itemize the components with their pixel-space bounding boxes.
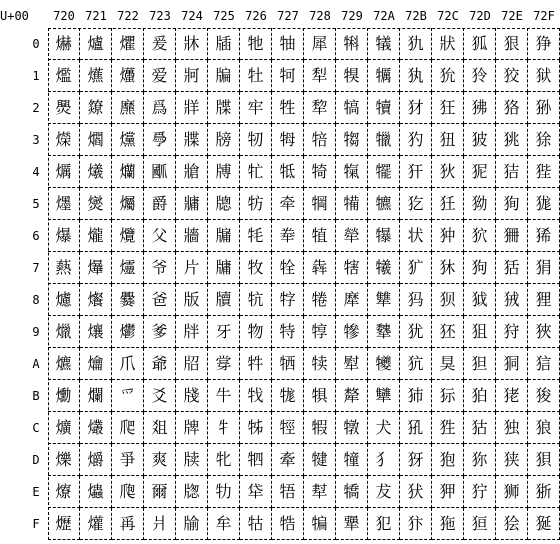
glyph-cell: 犯 xyxy=(368,508,400,540)
glyph-cell: 爠 xyxy=(112,28,144,60)
glyph-cell: 牜 xyxy=(208,412,240,444)
glyph-cell: 犓 xyxy=(336,124,368,156)
glyph-cell: 爋 xyxy=(48,380,80,412)
glyph-cell: 爚 xyxy=(80,348,112,380)
glyph-cell: 牊 xyxy=(176,348,208,380)
glyph-cell: 爨 xyxy=(112,284,144,316)
glyph-cell: 犛 xyxy=(336,380,368,412)
glyph-cell: 犀 xyxy=(304,28,336,60)
glyph-cell: 状 xyxy=(400,220,432,252)
glyph-cell: 狊 xyxy=(432,348,464,380)
glyph-cell: 爂 xyxy=(48,92,80,124)
glyph-cell: 牺 xyxy=(272,348,304,380)
glyph-cell: 狡 xyxy=(496,60,528,92)
glyph-cell: 爏 xyxy=(48,508,80,540)
glyph-cell: 爁 xyxy=(48,60,80,92)
glyph-cell: 狣 xyxy=(496,124,528,156)
glyph-cell: 爎 xyxy=(48,476,80,508)
column-header: 72C xyxy=(437,9,459,23)
glyph-cell: 狻 xyxy=(528,380,560,412)
glyph-cell: 犢 xyxy=(368,92,400,124)
glyph-cell: 狠 xyxy=(496,28,528,60)
glyph-cell: 犔 xyxy=(336,156,368,188)
glyph-cell: 狁 xyxy=(432,60,464,92)
glyph-cell: 狯 xyxy=(496,508,528,540)
glyph-cell: 牆 xyxy=(176,220,208,252)
glyph-cell: 牮 xyxy=(240,476,272,508)
glyph-cell: 犉 xyxy=(304,316,336,348)
row-header: B xyxy=(32,389,40,403)
glyph-cell: 牣 xyxy=(240,124,272,156)
glyph-cell: 牀 xyxy=(176,28,208,60)
glyph-cell: 犫 xyxy=(368,380,400,412)
glyph-cell: 爅 xyxy=(48,188,80,220)
glyph-cell: 牬 xyxy=(240,412,272,444)
glyph-cell: 爘 xyxy=(80,284,112,316)
glyph-cell: 牚 xyxy=(208,348,240,380)
glyph-cell: 牁 xyxy=(176,60,208,92)
column-header: 720 xyxy=(53,9,75,23)
glyph-cell: 爰 xyxy=(144,28,176,60)
glyph-cell: 爿 xyxy=(144,508,176,540)
glyph-cell: 犏 xyxy=(304,508,336,540)
glyph-cell: 犤 xyxy=(368,156,400,188)
glyph-cell: 犙 xyxy=(336,316,368,348)
glyph-cell: 狚 xyxy=(464,348,496,380)
glyph-cell: 牾 xyxy=(272,476,304,508)
column-header: 724 xyxy=(181,9,203,23)
glyph-cell: 牯 xyxy=(240,508,272,540)
column-header: 723 xyxy=(149,9,171,23)
glyph-cell: 牠 xyxy=(240,28,272,60)
row-header: 6 xyxy=(32,229,40,243)
glyph-cell: 狙 xyxy=(464,316,496,348)
glyph-cell: 犥 xyxy=(368,188,400,220)
glyph-cell: 狆 xyxy=(432,220,464,252)
glyph-cell: 狮 xyxy=(496,476,528,508)
glyph-cell: 爆 xyxy=(48,220,80,252)
glyph-cell: 犽 xyxy=(400,444,432,476)
glyph-cell: 犴 xyxy=(400,156,432,188)
glyph-cell: 牪 xyxy=(240,348,272,380)
glyph-cell: 狹 xyxy=(528,316,560,348)
glyph-cell: 牋 xyxy=(176,380,208,412)
column-header: 72D xyxy=(469,9,491,23)
glyph-cell: 犆 xyxy=(304,220,336,252)
glyph-cell: 犷 xyxy=(400,252,432,284)
glyph-cell: 犒 xyxy=(336,92,368,124)
glyph-cell: 狢 xyxy=(496,92,528,124)
glyph-cell: 父 xyxy=(144,220,176,252)
glyph-cell: 牻 xyxy=(272,380,304,412)
row-header: 9 xyxy=(32,325,40,339)
row-header: 4 xyxy=(32,165,40,179)
glyph-cell: 狞 xyxy=(464,476,496,508)
glyph-cell: 犬 xyxy=(368,412,400,444)
column-header: 721 xyxy=(85,9,107,23)
row-header: 1 xyxy=(32,69,40,83)
glyph-cell: 牦 xyxy=(240,220,272,252)
glyph-cell: 爔 xyxy=(80,156,112,188)
glyph-cell: 狪 xyxy=(496,348,528,380)
glyph-cell: 爓 xyxy=(80,124,112,156)
glyph-cell: 牷 xyxy=(272,252,304,284)
glyph-cell: 狕 xyxy=(464,188,496,220)
glyph-cell: 爣 xyxy=(112,124,144,156)
glyph-cell: 狿 xyxy=(528,508,560,540)
glyph-cell: 狲 xyxy=(528,92,560,124)
column-header: 72A xyxy=(373,9,395,23)
row-header: 5 xyxy=(32,197,40,211)
glyph-cell: 犍 xyxy=(304,444,336,476)
glyph-cell: 犗 xyxy=(336,252,368,284)
glyph-cell: 狭 xyxy=(496,444,528,476)
glyph-cell: 狘 xyxy=(464,284,496,316)
glyph-cell: 犇 xyxy=(304,252,336,284)
glyph-cell: 狑 xyxy=(464,60,496,92)
glyph-cell: 犼 xyxy=(400,412,432,444)
glyph-cell: 犻 xyxy=(400,380,432,412)
column-header: 727 xyxy=(277,9,299,23)
glyph-cell: 狥 xyxy=(496,188,528,220)
row-header: 0 xyxy=(32,37,40,51)
glyph-cell: 狺 xyxy=(528,348,560,380)
glyph-cell: 犮 xyxy=(368,476,400,508)
glyph-cell: 牛 xyxy=(208,380,240,412)
glyph-cell: 牔 xyxy=(208,156,240,188)
glyph-cell: 爉 xyxy=(48,316,80,348)
glyph-cell: 爼 xyxy=(144,412,176,444)
glyph-cell: 犂 xyxy=(304,92,336,124)
glyph-cell: 爊 xyxy=(48,348,80,380)
glyph-cell: 爍 xyxy=(48,444,80,476)
glyph-cell: 狸 xyxy=(528,284,560,316)
glyph-cell: 牳 xyxy=(272,124,304,156)
glyph-cell: 独 xyxy=(496,412,528,444)
glyph-cell: 片 xyxy=(176,252,208,284)
glyph-cell: 牞 xyxy=(208,476,240,508)
glyph-cell: 爷 xyxy=(144,252,176,284)
glyph-cell: 狫 xyxy=(496,380,528,412)
glyph-cell: 爽 xyxy=(144,444,176,476)
glyph-cell: 牃 xyxy=(176,124,208,156)
glyph-cell: 物 xyxy=(240,316,272,348)
glyph-cell: 犸 xyxy=(400,284,432,316)
glyph-cell: 牫 xyxy=(240,380,272,412)
glyph-cell: 牌 xyxy=(176,412,208,444)
glyph-cell: 狽 xyxy=(528,444,560,476)
glyph-cell: 犅 xyxy=(304,188,336,220)
glyph-cell: 牓 xyxy=(208,124,240,156)
glyph-cell: 爞 xyxy=(80,476,112,508)
glyph-cell: 犌 xyxy=(304,412,336,444)
glyph-cell: 犎 xyxy=(304,476,336,508)
glyph-cell: 牉 xyxy=(176,316,208,348)
glyph-cell: 牕 xyxy=(208,188,240,220)
glyph-cell: 狩 xyxy=(496,316,528,348)
row-header: F xyxy=(32,517,40,531)
glyph-cell: 爤 xyxy=(112,156,144,188)
glyph-cell: 牤 xyxy=(240,156,272,188)
glyph-cell: 牵 xyxy=(272,188,304,220)
glyph-cell: 爙 xyxy=(80,316,112,348)
glyph-cell: 犠 xyxy=(368,28,400,60)
glyph-cell: 狵 xyxy=(528,188,560,220)
glyph-cell: 狖 xyxy=(464,220,496,252)
glyph-cell: 狾 xyxy=(528,476,560,508)
glyph-cell: 爌 xyxy=(48,412,80,444)
glyph-cell: 狇 xyxy=(432,252,464,284)
glyph-cell: 犪 xyxy=(368,348,400,380)
glyph-cell: 犚 xyxy=(336,348,368,380)
row-header: D xyxy=(32,453,40,467)
glyph-cell: 犑 xyxy=(336,60,368,92)
glyph-cell: 狴 xyxy=(528,156,560,188)
glyph-cell: 狍 xyxy=(432,444,464,476)
glyph-cell: 爫 xyxy=(112,380,144,412)
glyph-cell: 犰 xyxy=(400,28,432,60)
glyph-cell: 犹 xyxy=(400,316,432,348)
column-header: 722 xyxy=(117,9,139,23)
glyph-cell: 牂 xyxy=(176,92,208,124)
glyph-cell: 犭 xyxy=(368,444,400,476)
column-header: 729 xyxy=(341,9,363,23)
glyph-cell: 犖 xyxy=(336,220,368,252)
character-grid xyxy=(48,28,560,540)
glyph-cell: 狂 xyxy=(432,92,464,124)
glyph-cell: 爬 xyxy=(112,412,144,444)
glyph-cell: 犣 xyxy=(368,124,400,156)
glyph-cell: 牝 xyxy=(208,444,240,476)
corner-label: U+00 xyxy=(0,9,29,23)
column-header: 726 xyxy=(245,9,267,23)
glyph-cell: 爯 xyxy=(112,508,144,540)
glyph-cell: 犝 xyxy=(336,444,368,476)
glyph-cell: 狟 xyxy=(464,508,496,540)
glyph-cell: 狔 xyxy=(464,156,496,188)
column-header: 72B xyxy=(405,9,427,23)
glyph-cell: 狏 xyxy=(432,508,464,540)
glyph-cell: 狼 xyxy=(528,412,560,444)
glyph-cell: 牄 xyxy=(176,156,208,188)
column-header: 725 xyxy=(213,9,235,23)
glyph-cell: 牅 xyxy=(176,188,208,220)
glyph-cell: 狶 xyxy=(528,220,560,252)
glyph-cell: 狗 xyxy=(464,252,496,284)
glyph-cell: 狃 xyxy=(432,124,464,156)
glyph-cell: 犘 xyxy=(336,284,368,316)
glyph-cell: 爵 xyxy=(144,188,176,220)
glyph-cell: 狛 xyxy=(464,380,496,412)
row-header: E xyxy=(32,485,40,499)
glyph-cell: 狱 xyxy=(528,60,560,92)
glyph-cell: 狅 xyxy=(432,188,464,220)
glyph-cell: 狈 xyxy=(432,284,464,316)
glyph-cell: 狌 xyxy=(432,412,464,444)
glyph-cell: 狨 xyxy=(496,284,528,316)
glyph-cell: 狋 xyxy=(432,380,464,412)
glyph-cell: 爮 xyxy=(112,476,144,508)
column-header: 72E xyxy=(501,9,523,23)
glyph-cell: 犞 xyxy=(336,476,368,508)
glyph-cell: 犡 xyxy=(368,60,400,92)
glyph-cell: 牲 xyxy=(272,92,304,124)
glyph-cell: 狉 xyxy=(432,316,464,348)
glyph-cell: 牼 xyxy=(272,412,304,444)
glyph-cell: 爾 xyxy=(144,476,176,508)
glyph-cell: 爴 xyxy=(144,156,176,188)
glyph-cell: 爛 xyxy=(80,380,112,412)
glyph-cell: 犨 xyxy=(368,284,400,316)
glyph-cell: 狒 xyxy=(464,92,496,124)
glyph-cell: 爗 xyxy=(80,252,112,284)
glyph-cell: 爜 xyxy=(80,412,112,444)
glyph-cell: 特 xyxy=(272,316,304,348)
row-header: 2 xyxy=(32,101,40,115)
glyph-cell: 犲 xyxy=(400,92,432,124)
glyph-cell: 牙 xyxy=(208,316,240,348)
glyph-cell: 爩 xyxy=(112,316,144,348)
glyph-cell: 爇 xyxy=(48,252,80,284)
glyph-cell: 犋 xyxy=(304,380,336,412)
glyph-cell: 爝 xyxy=(80,444,112,476)
glyph-cell: 狷 xyxy=(528,252,560,284)
glyph-cell: 牧 xyxy=(240,252,272,284)
glyph-cell: 爢 xyxy=(112,92,144,124)
glyph-cell: 爥 xyxy=(112,188,144,220)
glyph-cell: 狝 xyxy=(464,444,496,476)
glyph-cell: 爄 xyxy=(48,156,80,188)
glyph-cell: 爲 xyxy=(144,92,176,124)
glyph-cell: 犩 xyxy=(368,316,400,348)
glyph-cell: 牏 xyxy=(176,508,208,540)
glyph-cell: 狎 xyxy=(432,476,464,508)
glyph-cell: 牘 xyxy=(208,284,240,316)
glyph-cell: 爕 xyxy=(80,188,112,220)
glyph-cell: 爹 xyxy=(144,316,176,348)
glyph-cell: 犐 xyxy=(336,28,368,60)
glyph-cell: 犃 xyxy=(304,124,336,156)
glyph-cell: 牟 xyxy=(208,508,240,540)
row-header: 7 xyxy=(32,261,40,275)
glyph-cell: 牢 xyxy=(240,92,272,124)
row-header: 8 xyxy=(32,293,40,307)
glyph-cell: 爡 xyxy=(112,60,144,92)
glyph-cell: 牸 xyxy=(272,284,304,316)
glyph-cell: 狀 xyxy=(432,28,464,60)
glyph-cell: 犧 xyxy=(368,252,400,284)
glyph-cell: 牥 xyxy=(240,188,272,220)
glyph-cell: 牶 xyxy=(272,220,304,252)
glyph-cell: 犜 xyxy=(336,412,368,444)
row-header: 3 xyxy=(32,133,40,147)
glyph-cell: 狜 xyxy=(464,412,496,444)
glyph-cell: 犦 xyxy=(368,220,400,252)
glyph-cell: 版 xyxy=(176,284,208,316)
glyph-cell: 犿 xyxy=(400,508,432,540)
glyph-cell: 牡 xyxy=(240,60,272,92)
glyph-cell: 牴 xyxy=(272,156,304,188)
glyph-cell: 爸 xyxy=(144,284,176,316)
glyph-cell: 爪 xyxy=(112,348,144,380)
glyph-cell: 爖 xyxy=(80,220,112,252)
glyph-cell: 牍 xyxy=(176,444,208,476)
glyph-cell: 牗 xyxy=(208,252,240,284)
glyph-cell: 犾 xyxy=(400,476,432,508)
glyph-cell: 爃 xyxy=(48,124,80,156)
glyph-cell: 牰 xyxy=(272,28,304,60)
glyph-cell: 爦 xyxy=(112,220,144,252)
glyph-cell: 爭 xyxy=(112,444,144,476)
glyph-cell: 牽 xyxy=(272,444,304,476)
glyph-cell: 犁 xyxy=(304,60,336,92)
glyph-cell: 牖 xyxy=(208,220,240,252)
glyph-cell: 爀 xyxy=(48,28,80,60)
glyph-cell: 牭 xyxy=(240,444,272,476)
glyph-cell: 牨 xyxy=(240,284,272,316)
glyph-cell: 爧 xyxy=(112,252,144,284)
glyph-cell: 爺 xyxy=(144,348,176,380)
column-header: 728 xyxy=(309,9,331,23)
glyph-cell: 牱 xyxy=(272,60,304,92)
glyph-cell: 爻 xyxy=(144,380,176,412)
glyph-cell: 爐 xyxy=(80,28,112,60)
glyph-cell: 狐 xyxy=(464,28,496,60)
glyph-cell: 犊 xyxy=(304,348,336,380)
row-header: C xyxy=(32,421,40,435)
row-header: A xyxy=(32,357,40,371)
glyph-cell: 牑 xyxy=(208,60,240,92)
glyph-cell: 犳 xyxy=(400,124,432,156)
glyph-cell: 狳 xyxy=(528,124,560,156)
glyph-cell: 牒 xyxy=(208,92,240,124)
glyph-cell: 爱 xyxy=(144,60,176,92)
glyph-cell: 犵 xyxy=(400,188,432,220)
glyph-cell: 狤 xyxy=(496,156,528,188)
glyph-cell: 爟 xyxy=(80,508,112,540)
glyph-cell: 狓 xyxy=(464,124,496,156)
glyph-cell: 狧 xyxy=(496,252,528,284)
glyph-cell: 牎 xyxy=(176,476,208,508)
glyph-cell: 牿 xyxy=(272,508,304,540)
glyph-cell: 犄 xyxy=(304,156,336,188)
glyph-cell: 犺 xyxy=(400,348,432,380)
glyph-cell: 犈 xyxy=(304,284,336,316)
glyph-cell: 爑 xyxy=(80,60,112,92)
glyph-cell: 爒 xyxy=(80,92,112,124)
glyph-cell: 狦 xyxy=(496,220,528,252)
glyph-cell: 犟 xyxy=(336,508,368,540)
glyph-cell: 爈 xyxy=(48,284,80,316)
glyph-cell: 犱 xyxy=(400,60,432,92)
glyph-cell: 爳 xyxy=(144,124,176,156)
glyph-cell: 牐 xyxy=(208,28,240,60)
glyph-cell: 犕 xyxy=(336,188,368,220)
glyph-cell: 狰 xyxy=(528,28,560,60)
glyph-cell: 狄 xyxy=(432,156,464,188)
column-header: 72F xyxy=(533,9,555,23)
